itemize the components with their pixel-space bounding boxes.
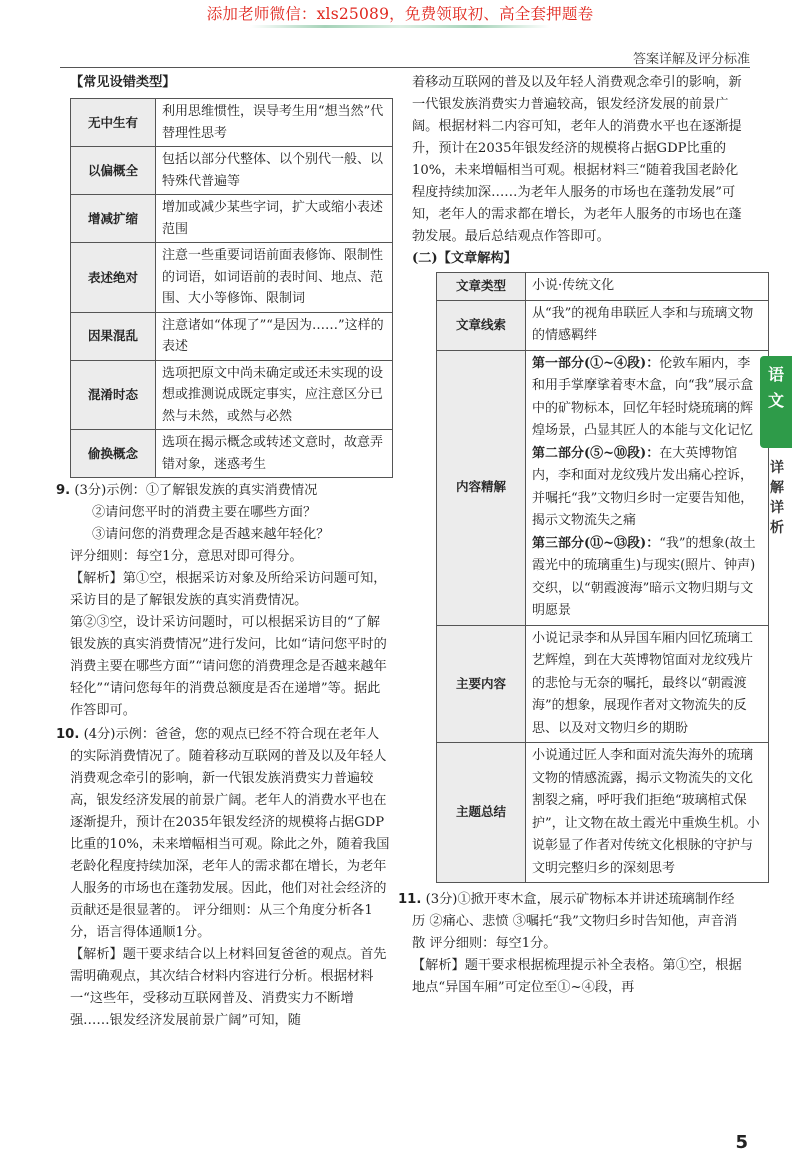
table-row [437, 743, 769, 883]
part-heading: 第三部分(⑪~⑬段)： [532, 535, 660, 551]
subject-tab [760, 356, 792, 448]
question-9 [56, 480, 392, 722]
table-value: 增加或减少某些字词，扩大或缩小表述范围 [156, 195, 393, 243]
subject-char: 语 [767, 365, 784, 384]
question-number: 10. [56, 727, 80, 742]
table-key: 增减扩缩 [71, 195, 156, 243]
table-value: 小说记录李和从异国车厢内回忆琉璃工艺辉煌，到在大英博物馆面对龙纹残片的悲怆与无奈的嘱托，最终以“朝霞渡海”的想象，展现作者对文物流失的反思、以及对文物归乡的期盼 [526, 625, 769, 743]
answer-text: (3分)①掀开枣木盒，展示矿物标本并讲述琉璃制作经历 ②痛心、悲愤 ③嘱托“我”文物归乡时告知他，声音消散 评分细则：每空1分。 [412, 892, 738, 951]
table-row [71, 430, 393, 478]
table-value: 注意诸如“体现了”“是因为……”这样的表述 [156, 312, 393, 360]
scoring-rule: 评分细则：每空1分，意思对即可得分。 [70, 549, 303, 564]
table-key: 主题总结 [437, 743, 526, 883]
left-column [56, 72, 392, 1032]
part-text: 伦敦车厢内，李和用手掌摩挲着枣木盒，向“我”展示盒中的矿物标本，回忆年轻时烧琉璃的辉煌场景，凸显其匠人的本能与文化记忆 [532, 355, 754, 438]
answer-text: ③请问您的消费理念是否越来越年轻化？ [92, 527, 330, 542]
table-value: 利用思维惯性，误导考生用“想当然”代替理性思考 [156, 99, 393, 147]
table-value: 选项把原文中尚未确定或还未实现的设想或推测说成既定事实，应注意区分已然与未然，或然与必然 [156, 360, 393, 430]
analysis-text: 【解析】第①空，根据采访对象及所给采访问题可知，采访目的是了解银发族的真实消费情况。 [70, 571, 387, 608]
table-row [437, 273, 769, 301]
promo-banner: 添加老师微信：xls25089，免费领取初、高全套押题卷 [206, 5, 594, 23]
part-text: “我”的想象(故土霞光中的琉璃重生)与现实(照片、钟声)交织，以“朝霞渡海”暗示文物归期与文明愿景 [532, 535, 756, 618]
table-key: 文章类型 [437, 273, 526, 301]
answer-text: (4分)示例：爸爸，您的观点已经不符合现在老年人的实际消费情况了。随着移动互联网的普及以及年轻人消费观念牵引的影响，新一代银发族消费实力普遍较高，银发经济发展的前景广阔。老年人的消费水平也在逐渐提升，预计在2035年银发经济的规模将占据GDP比重的10%，未来増幅相当可观。除此之外，随着我国老龄化程度持续加深，老年人的需求都在增长，为老年人服务的市场也在蓬勃发展。因此，他们对社会经济的贡献还是很显著的。 评分细则：从三个角度分析各1分，语言得体通顺1分。 [70, 727, 390, 940]
side-char: 详 [770, 460, 784, 476]
table-row [437, 300, 769, 350]
table-row [71, 147, 393, 195]
question-number: 9. [56, 483, 71, 498]
side-label [767, 458, 787, 538]
table-value: 注意一些重要词语前面表修饰、限制性的词语，如词语前的表时间、地点、范围、大小等修饰、限制词 [156, 243, 393, 313]
table-row [71, 99, 393, 147]
table-row [437, 625, 769, 743]
table-row [71, 195, 393, 243]
part-heading: 第一部分(①~④段)： [532, 355, 660, 371]
table-value: 小说通过匠人李和面对流失海外的琉璃文物的情感流露，揭示文物流失的文化割裂之痛，呼吁我们拒绝“玻璃棺式保护”，让文物在故土霞光中重焕生机。小说彰显了作者对传统文化根脉的守护与文明完整归乡的深刻思考 [526, 743, 769, 883]
table-value: 从“我”的视角串联匠人李和与琉璃文物的情感羁绊 [526, 300, 769, 350]
table-key: 主要内容 [437, 625, 526, 743]
table-key: 以偏概全 [71, 147, 156, 195]
table-key: 因果混乱 [71, 312, 156, 360]
subject-char: 文 [767, 391, 784, 410]
banner-decoration [250, 25, 550, 28]
table-key: 表述绝对 [71, 243, 156, 313]
right-column [398, 72, 760, 999]
side-char: 详 [770, 500, 784, 516]
question-10 [56, 724, 392, 1032]
table-value: 选项在揭示概念或转述文意时，故意弄错对象，迷惑考生 [156, 430, 393, 478]
table-row [437, 350, 769, 625]
table-value [526, 350, 769, 625]
analysis-text: 【解析】题干要求根据梳理提示补全表格。第①空，根据地点“异国车厢”可定位至①~④段，再 [412, 958, 742, 995]
table-value: 包括以部分代整体、以个别代一般、以特殊代普遍等 [156, 147, 393, 195]
table-title: 【常见设错类型】 [70, 75, 176, 90]
analysis-text: 【解析】题干要求结合以上材料回复爸爸的观点。首先需明确观点，其次结合材料内容进行分析。根据材料一“这些年，受移动互联网普及、消费实力不断增强……银发经济发展前景广阔”可知，随 [70, 947, 387, 1028]
question-11 [398, 889, 747, 999]
answer-text: ②请问您平时的消费主要在哪些方面？ [92, 505, 317, 520]
error-types-table [70, 98, 393, 478]
table-row [71, 312, 393, 360]
side-char: 析 [770, 520, 784, 536]
table-value: 小说·传统文化 [526, 273, 769, 301]
analysis-continuation: 着移动互联网的普及以及年轻人消费观念牵引的影响，新一代银发族消费实力普遍较高，银发经济发展的前景广阔。根据材料二内容可知，老年人的消费水平也在逐渐提升，预计在2035年银发经济的规模将占据GDP比重的10%，未来増幅相当可观。根据材料三“随着我国老龄化程度持续加深……为老年人服务的市场也在蓬勃发展”可知，老年人的需求都在增长，为老年人服务的市场也在蓬勃发展。最后总结观点作答即可。 [412, 75, 742, 244]
header-divider [60, 67, 750, 68]
article-structure-table [436, 272, 769, 883]
part-heading: 第二部分(⑤~⑩段)： [532, 445, 660, 461]
table-key: 内容精解 [437, 350, 526, 625]
table-key: 无中生有 [71, 99, 156, 147]
section-title: (二)【文章解构】 [412, 251, 517, 266]
page-header: 答案详解及评分标准 [632, 52, 750, 67]
question-number: 11. [398, 892, 422, 907]
table-row [71, 360, 393, 430]
side-char: 解 [770, 480, 784, 496]
table-key: 文章线索 [437, 300, 526, 350]
analysis-text: 第②③空，设计采访问题时，可以根据采访目的“了解银发族的真实消费情况”进行发问，比如“请问您平时的消费主要在哪些方面”“请问您的消费理念是否越来越年轻化”“请问您每年的消费总额度是否在递增”等。据此作答即可。 [70, 615, 387, 718]
part-text: 在大英博物馆内，李和面对龙纹残片发出痛心控诉，并嘱托“我”文物归乡时一定要告知他，揭示文物流失之痛 [532, 445, 754, 528]
table-row [71, 243, 393, 313]
page-number: 5 [735, 1132, 748, 1153]
table-key: 混淆时态 [71, 360, 156, 430]
answer-text: (3分)示例：①了解银发族的真实消费情况 [74, 483, 318, 498]
table-key: 偷换概念 [71, 430, 156, 478]
